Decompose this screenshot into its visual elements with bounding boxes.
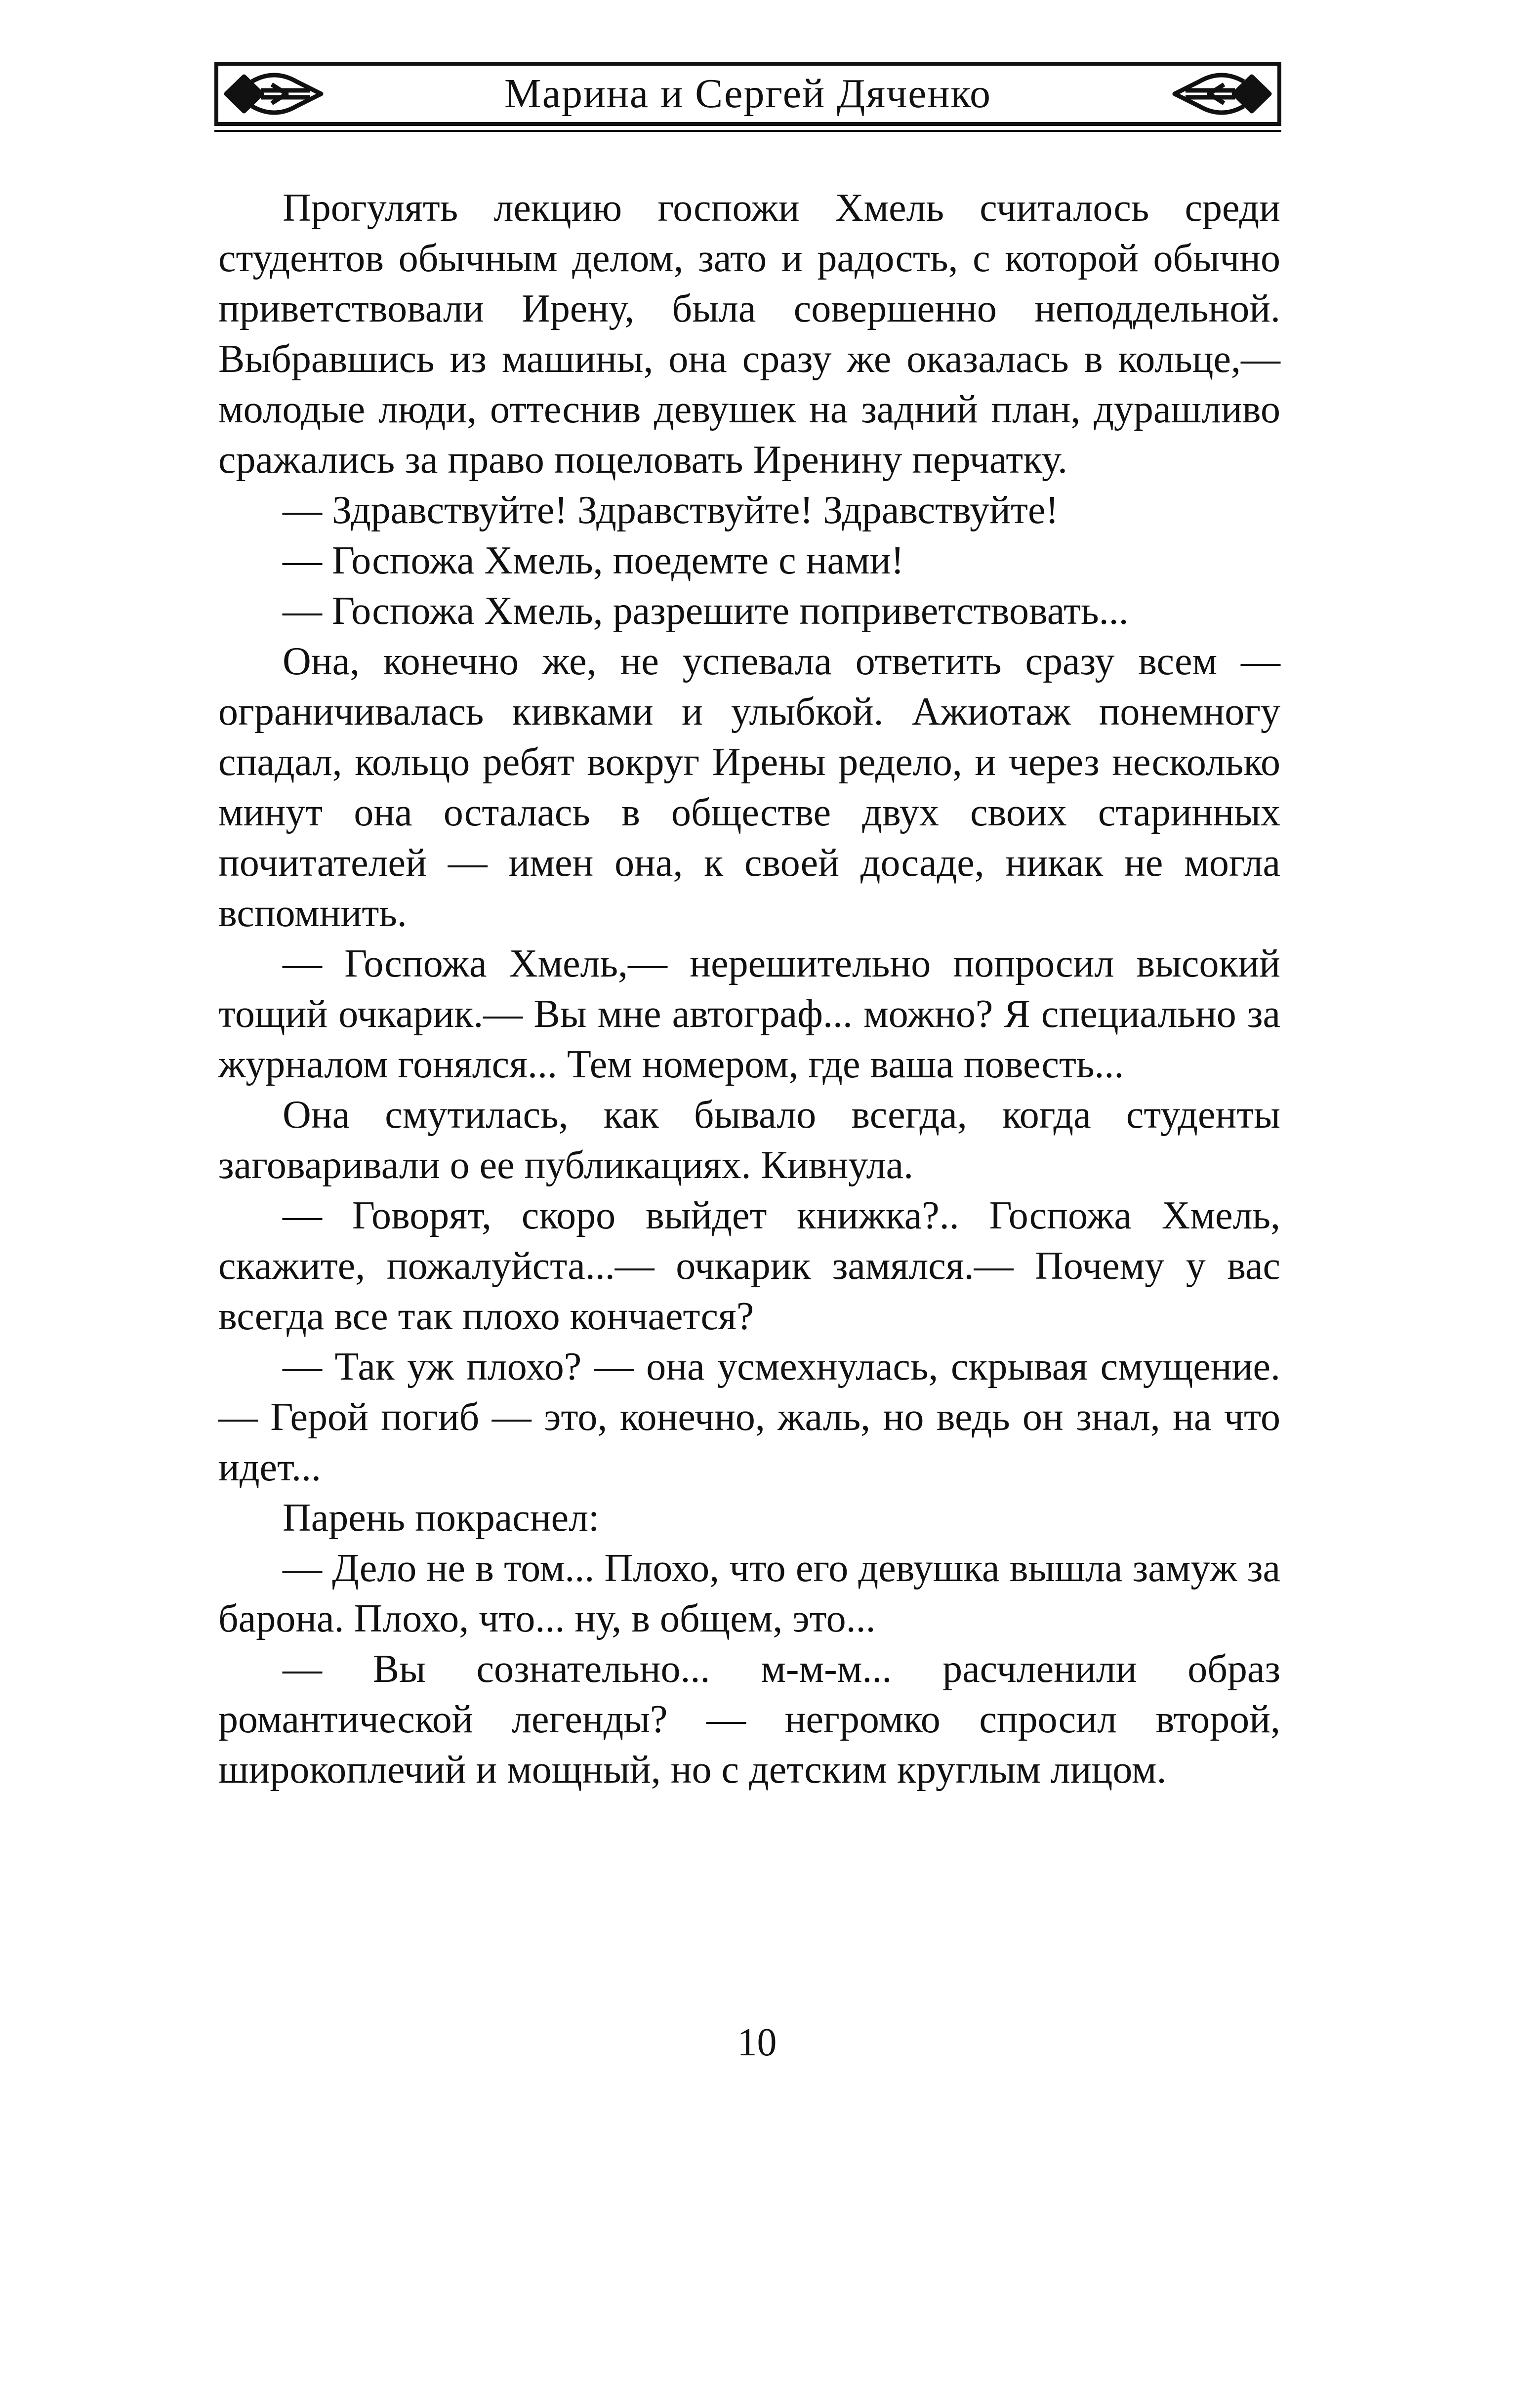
celtic-knot-ornament-icon bbox=[1170, 71, 1273, 117]
paragraph: — Вы сознательно... м-м-м... расчленили образ романтической легенды? — негромко спросил второй, широкоплечий и мощный, но с детским круглым лицом. bbox=[218, 1647, 1280, 1792]
paragraph: Парень покраснел: bbox=[283, 1496, 600, 1540]
header-rule bbox=[214, 130, 1281, 132]
page-number: 10 bbox=[737, 2021, 777, 2064]
paragraph: — Госпожа Хмель,— нерешительно попросил высокий тощий очкарик.— Вы мне автограф... можно? Я специально за журналом гонялся... Тем номером, где ваша повесть... bbox=[218, 942, 1280, 1086]
paragraph: — Госпожа Хмель, разрешите поприветствовать... bbox=[283, 589, 1129, 633]
paragraph: — Дело не в том... Плохо, что его девушка вышла замуж за барона. Плохо, что... ну, в общем, это... bbox=[218, 1547, 1280, 1640]
header-title: Марина и Сергей Дяченко bbox=[504, 71, 991, 117]
running-header bbox=[214, 62, 1281, 126]
paragraph: — Так уж плохо? — она усмехнулась, скрывая смущение.— Герой погиб — это, конечно, жаль, но ведь он знал, на что идет... bbox=[218, 1345, 1280, 1489]
paragraph: Она смутилась, как бывало всегда, когда студенты заговаривали о ее публикациях. Кивнула. bbox=[218, 1093, 1280, 1187]
paragraph: — Здравствуйте! Здравствуйте! Здравствуйте! bbox=[283, 489, 1059, 532]
paragraph: Она, конечно же, не успевала ответить сразу всем — ограничивалась кивками и улыбкой. Ажиотаж понемногу спадал, кольцо ребят вокруг Ирены редело, и через несколько минут она осталась в обществе двух своих старинных почитателей — имен она, к своей досаде, никак не могла вспомнить. bbox=[218, 640, 1280, 935]
paragraph: Прогулять лекцию госпожи Хмель считалось среди студентов обычным делом, зато и радость, с которой обычно приветствовали Ирену, была совершенно неподдельной. Выбравшись из машины, она сразу же оказалась в кольце,— молодые люди, оттеснив девушек на задний план, дурашливо сражались за право поцеловать Иренину перчатку. bbox=[218, 186, 1280, 482]
paragraph: — Говорят, скоро выйдет книжка?.. Госпожа Хмель, скажите, пожалуйста...— очкарик замялся.— Почему у вас всегда все так плохо кончается? bbox=[218, 1194, 1280, 1338]
body-text bbox=[218, 183, 1280, 1795]
paragraph: — Госпожа Хмель, поедемте с нами! bbox=[283, 539, 904, 582]
